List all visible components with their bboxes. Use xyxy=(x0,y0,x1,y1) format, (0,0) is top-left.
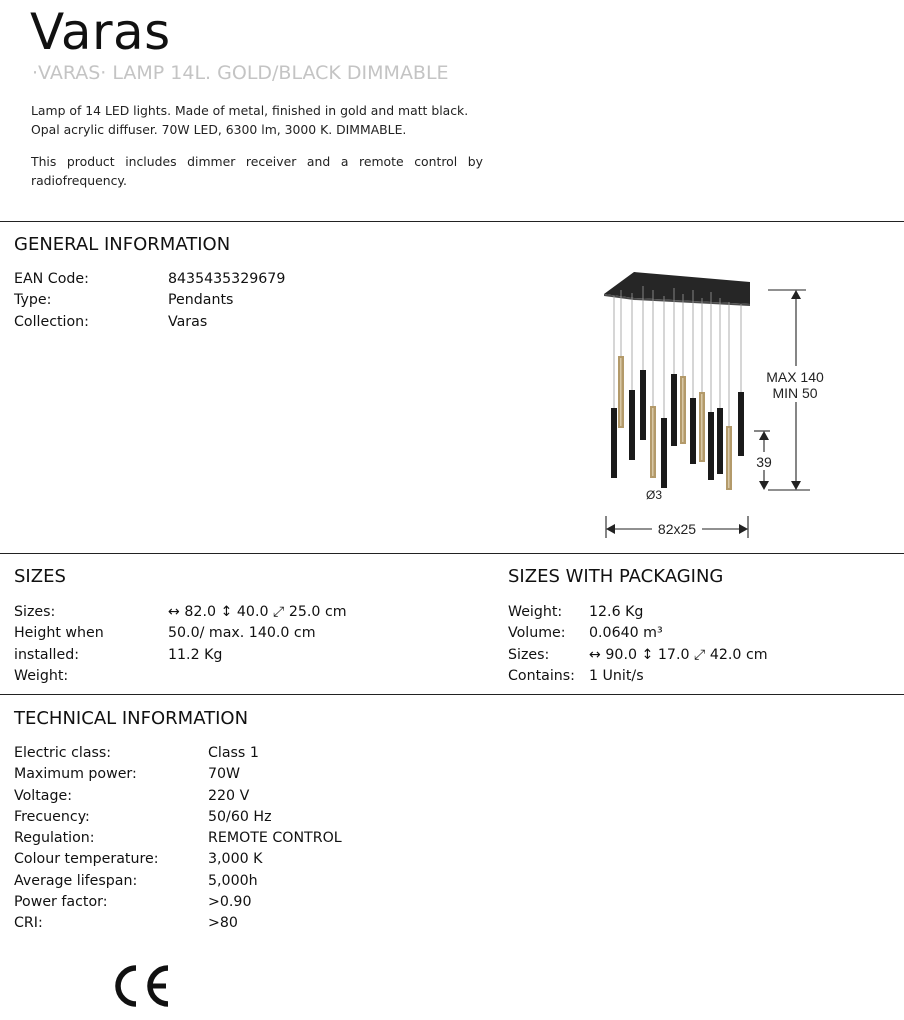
packaging-table xyxy=(508,602,768,687)
technical-information-title: TECHNICAL INFORMATION xyxy=(14,708,249,729)
packaging-title: SIZES WITH PACKAGING xyxy=(508,566,724,587)
electric-class-row xyxy=(14,743,342,764)
tube-length-label: 39 xyxy=(756,454,772,470)
power-factor-row xyxy=(14,892,342,913)
packaging-weight-value: 12.6 Kg xyxy=(589,604,644,620)
average-lifespan-row xyxy=(14,871,342,892)
packaging-contains-value: 1 Unit/s xyxy=(589,667,644,684)
tube-arrow-bottom xyxy=(759,481,769,490)
height-label: Height when xyxy=(14,625,104,642)
maximum-power-value: 70W xyxy=(208,766,241,783)
frequency-row xyxy=(14,807,342,828)
average-lifespan-label: Average lifespan: xyxy=(14,872,138,889)
maximum-power-label: Maximum power: xyxy=(14,766,137,783)
product-description-dimmer: This product includes dimmer receiver and a remote control by radiofrequency. xyxy=(31,154,483,188)
sizes-label: Sizes: xyxy=(14,604,56,620)
average-lifespan-value: 5,000h xyxy=(208,872,258,889)
voltage-row xyxy=(14,786,342,807)
height-max-label: MAX 140 xyxy=(766,369,824,385)
ean-label: EAN Code: xyxy=(14,271,89,287)
height-arrow-top xyxy=(791,290,801,299)
ce-c-letter xyxy=(118,968,136,1004)
packaging-sizes-value: ↔ 90.0 ↕ 17.0 ⤢ 42.0 cm xyxy=(589,646,768,663)
regulation-label: Regulation: xyxy=(14,830,95,847)
canopy-plate xyxy=(604,272,750,304)
diameter-label: Ø3 xyxy=(645,488,663,502)
packaging-volume-row xyxy=(508,623,768,644)
width-arrow-right xyxy=(739,524,748,534)
product-subtitle: ·VARAS· LAMP 14L. GOLD/BLACK DIMMABLE xyxy=(32,62,449,84)
divider xyxy=(0,553,904,554)
electric-class-value: Class 1 xyxy=(208,745,259,761)
height-min-label: MIN 50 xyxy=(772,385,818,401)
collection-label: Collection: xyxy=(14,313,89,330)
pendant-tubes xyxy=(611,356,744,490)
sizes-title: SIZES xyxy=(14,566,66,587)
cri-label: CRI: xyxy=(14,915,43,932)
frequency-value: 50/60 Hz xyxy=(208,808,272,825)
general-information-table xyxy=(14,269,285,333)
packaging-contains-row xyxy=(508,666,768,687)
ce-mark-icon xyxy=(110,962,174,1010)
type-row xyxy=(14,290,285,311)
width-label: 82x25 xyxy=(657,521,697,537)
frequency-label: Frecuency: xyxy=(14,808,90,825)
colour-temperature-value: 3,000 K xyxy=(208,851,263,868)
packaging-sizes-row xyxy=(508,645,768,666)
sizes-value: ↔ 82.0 ↕ 40.0 ⤢ 25.0 cm xyxy=(168,604,347,620)
power-factor-value: >0.90 xyxy=(208,894,252,911)
divider xyxy=(0,694,904,695)
packaging-weight-row xyxy=(508,602,768,623)
packaging-sizes-label: Sizes: xyxy=(508,646,550,663)
maximum-power-row xyxy=(14,764,342,785)
ean-value: 8435435329679 xyxy=(168,271,286,287)
electric-class-label: Electric class: xyxy=(14,745,112,761)
cri-value: >80 xyxy=(208,915,238,932)
height-value: 50.0/ max. 140.0 cm xyxy=(168,625,316,642)
product-title: Varas xyxy=(30,3,171,61)
sizes-labels xyxy=(14,602,168,687)
voltage-value: 220 V xyxy=(208,787,250,804)
ean-row xyxy=(14,269,285,290)
colour-temperature-label: Colour temperature: xyxy=(14,851,159,868)
packaging-volume-value: 0.0640 m³ xyxy=(589,625,663,642)
voltage-label: Voltage: xyxy=(14,787,72,804)
weight-label: Weight: xyxy=(14,667,69,684)
weight-value: 11.2 Kg xyxy=(168,646,223,663)
sizes-values xyxy=(168,602,347,666)
packaging-contains-label: Contains: xyxy=(508,667,575,684)
collection-row xyxy=(14,312,285,333)
product-description: Lamp of 14 LED lights. Made of metal, finished in gold and matt black. Opal acrylic diffuser. 70W LED, 6300 lm, 3000 K. DIMMABLE. xyxy=(31,103,469,137)
type-label: Type: xyxy=(14,292,52,309)
packaging-weight-label: Weight: xyxy=(508,604,563,620)
power-factor-label: Power factor: xyxy=(14,894,108,911)
regulation-value: REMOTE CONTROL xyxy=(208,830,342,847)
height-arrow-bottom xyxy=(791,481,801,490)
colour-temperature-row xyxy=(14,849,342,870)
general-information-title: GENERAL INFORMATION xyxy=(14,234,231,255)
product-dimension-drawing xyxy=(590,268,840,548)
width-arrow-left xyxy=(606,524,615,534)
collection-value: Varas xyxy=(168,313,208,330)
cri-row xyxy=(14,913,342,934)
tube-arrow-top xyxy=(759,431,769,440)
packaging-volume-label: Volume: xyxy=(508,625,566,642)
divider xyxy=(0,221,904,222)
technical-information-table xyxy=(14,743,342,935)
regulation-row xyxy=(14,828,342,849)
installed-label: installed: xyxy=(14,646,79,663)
type-value: Pendants xyxy=(168,292,234,309)
